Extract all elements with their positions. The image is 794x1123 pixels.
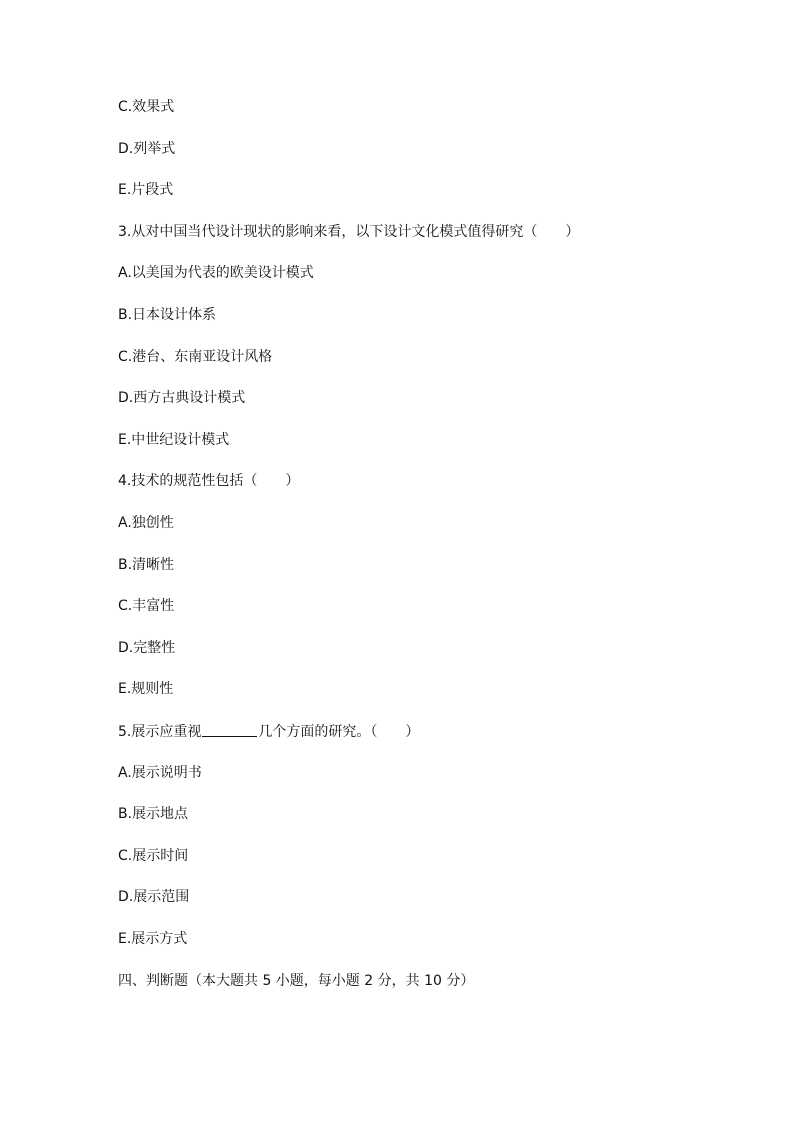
- option-3d: D.列举式: [118, 141, 176, 157]
- question-4-option-c: C.丰富性: [118, 598, 175, 614]
- question-4: 4.技术的规范性包括（ ）: [118, 473, 300, 489]
- question-3: 3.从对中国当代设计现状的影响来看，以下设计文化模式值得研究（ ）: [118, 224, 580, 240]
- question-3-option-a: A.以美国为代表的欧美设计模式: [118, 265, 314, 281]
- question-4-option-b: B.清晰性: [118, 557, 175, 573]
- fill-in-blank: [202, 722, 257, 737]
- question-5-text-after: 几个方面的研究。（ ）: [258, 724, 420, 740]
- question-5-option-e: E.展示方式: [118, 931, 188, 947]
- section-heading-true-false: 四、判断题（本大题共 5 小题，每小题 2 分，共 10 分）: [118, 973, 475, 989]
- question-4-option-a: A.独创性: [118, 515, 174, 531]
- question-5-option-c: C.展示时间: [118, 848, 189, 864]
- question-5-option-d: D.展示范围: [118, 889, 190, 905]
- question-3-option-e: E.中世纪设计模式: [118, 432, 230, 448]
- option-3e: E.片段式: [118, 182, 174, 198]
- question-4-option-d: D.完整性: [118, 640, 176, 656]
- question-4-option-e: E.规则性: [118, 681, 174, 697]
- question-3-option-b: B.日本设计体系: [118, 307, 217, 323]
- question-3-option-c: C.港台、东南亚设计风格: [118, 349, 273, 365]
- question-5-option-b: B.展示地点: [118, 806, 189, 822]
- question-3-option-d: D.西方古典设计模式: [118, 390, 246, 406]
- option-3c: C.效果式: [118, 99, 175, 115]
- question-5-text-before: 5.展示应重视: [118, 724, 202, 740]
- question-5: [118, 722, 419, 741]
- question-5-option-a: A.展示说明书: [118, 765, 202, 781]
